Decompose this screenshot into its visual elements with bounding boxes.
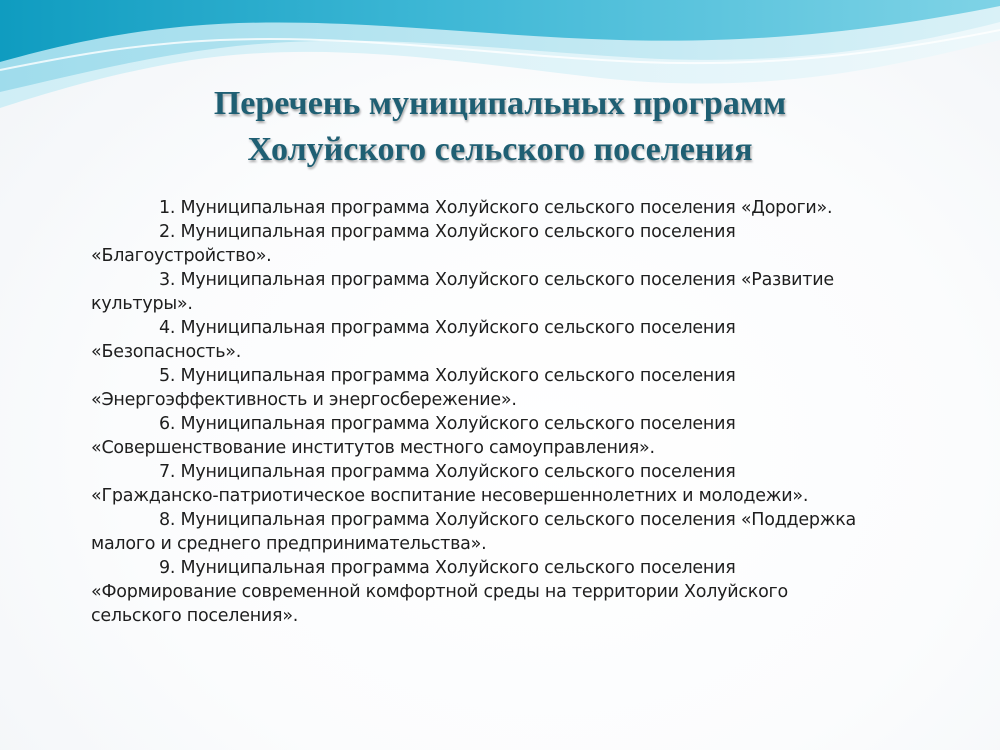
program-item-line: малого и среднего предпринимательства». [91,534,487,554]
program-item-line: 6. Муниципальная программа Холуйского сельского поселения [159,414,736,434]
program-list-item [91,460,951,508]
program-item-line: «Формирование современной комфортной среды на территории Холуйского [91,582,788,602]
program-list-item [91,364,951,412]
program-list-item [91,220,951,268]
program-item-line: «Благоустройство». [91,246,272,266]
page-title-line-1: Перечень муниципальных программ [213,85,787,122]
program-list-item [91,412,951,460]
program-list-item [91,508,951,556]
program-list-item [91,196,951,220]
program-item-line: «Энергоэффективность и энергосбережение». [91,390,517,410]
program-item-line: 4. Муниципальная программа Холуйского сельского поселения [159,318,736,338]
program-item-line: «Безопасность». [91,342,242,362]
program-item-line: 5. Муниципальная программа Холуйского сельского поселения [159,366,736,386]
program-item-line: 7. Муниципальная программа Холуйского сельского поселения [159,462,736,482]
page-title-line-2: Холуйского сельского поселения [247,131,753,168]
program-list [91,196,951,628]
program-item-line: 3. Муниципальная программа Холуйского сельского поселения «Развитие [159,270,834,290]
program-list-item [91,556,951,628]
program-item-line: 9. Муниципальная программа Холуйского сельского поселения [159,558,736,578]
program-item-line: 2. Муниципальная программа Холуйского сельского поселения [159,222,736,242]
program-list-item [91,316,951,364]
program-item-line: 1. Муниципальная программа Холуйского сельского поселения «Дороги». [159,198,833,218]
program-item-line: «Совершенствование институтов местного самоуправления». [91,438,655,458]
program-list-item [91,268,951,316]
program-item-line: культуры». [91,294,193,314]
program-item-line: сельского поселения». [91,606,299,626]
program-item-line: 8. Муниципальная программа Холуйского сельского поселения «Поддержка [159,510,857,530]
program-item-line: «Гражданско-патриотическое воспитание несовершеннолетних и молодежи». [91,486,809,506]
